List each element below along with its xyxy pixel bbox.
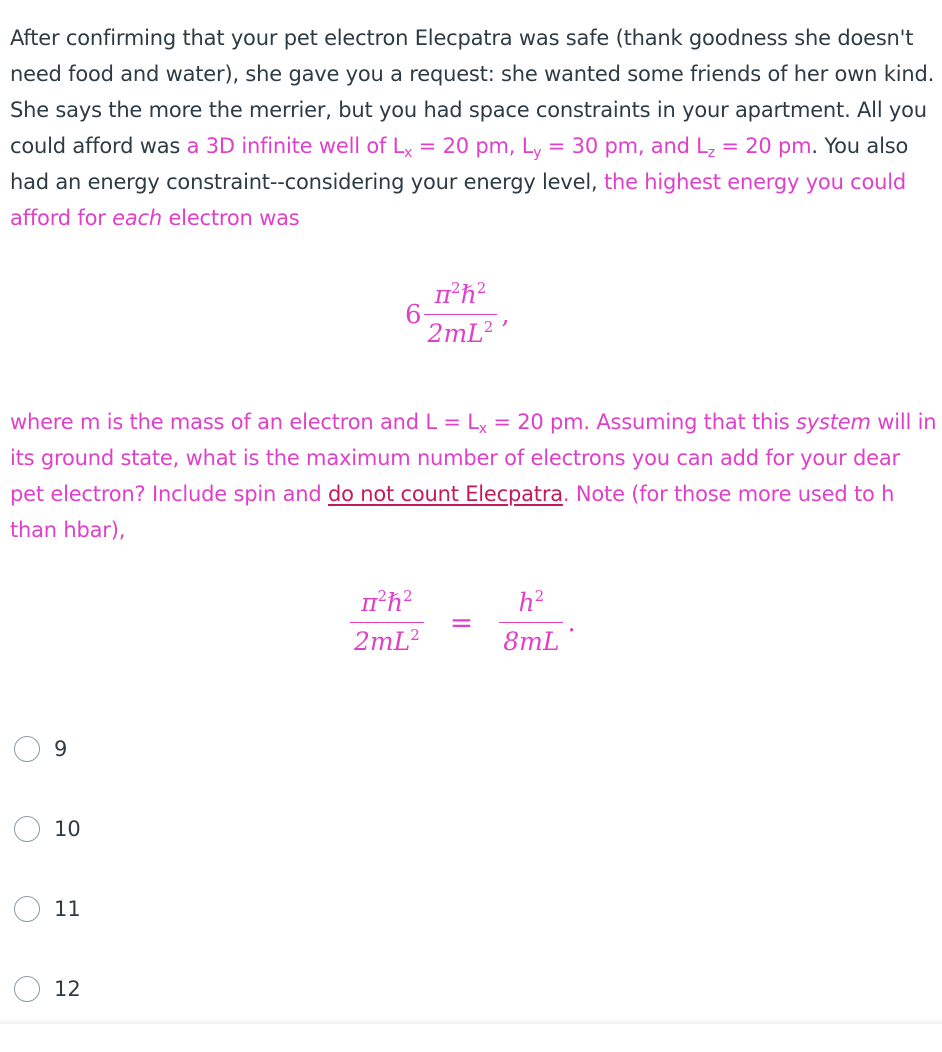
answer-option-12[interactable] [14, 972, 81, 1006]
answer-label: 9 [54, 737, 68, 761]
page-bottom-divider [0, 1018, 942, 1024]
question-text [10, 20, 938, 236]
energy-equation [405, 278, 605, 378]
do-not-count-link[interactable]: do not count Elecpatra [327, 482, 563, 506]
right-denominator: 8mL [503, 627, 560, 656]
fraction-bar [499, 622, 563, 623]
equation-comma: , [501, 299, 510, 330]
fraction-bar [350, 622, 424, 623]
answer-label: 10 [54, 817, 81, 841]
right-fraction [499, 586, 563, 659]
answer-options [14, 732, 81, 1052]
energy-fraction [424, 278, 498, 351]
question-paragraph-2: where m is the mass of an electron and $L = L_x = 20$ pm. Assuming that this system will in its ground state, what is the maximum number of electrons you can add for your dear pet electron? Include spin and do not count Elecpatra. Note (for those more used to h than hbar), [10, 410, 937, 542]
left-numerator: $\pi^2\hbar^2$ [361, 587, 413, 617]
answer-label: 11 [54, 897, 81, 921]
right-numerator: $h^2$ [518, 587, 545, 617]
radio-button[interactable] [14, 736, 40, 762]
intro-text: After confirming that your pet electron Elecpatra was safe (thank goodness she doesn't need food and water), she gave you a request: she wanted some friends of her own kind. She says the more the merrier, but you had space constraints in your apartment. All you could afford was [10, 26, 935, 158]
fraction-bar [424, 314, 498, 315]
left-fraction [350, 586, 424, 659]
hbar-conversion-equation [350, 586, 650, 686]
answer-option-9[interactable] [14, 732, 81, 766]
radio-button[interactable] [14, 976, 40, 1002]
equals-sign: = [449, 606, 474, 639]
answer-option-10[interactable] [14, 812, 81, 846]
answer-option-11[interactable] [14, 892, 81, 926]
equation-period: . [567, 607, 576, 638]
energy-numerator: $\pi^2\hbar^2$ [434, 279, 487, 309]
energy-coefficient: 6 [405, 299, 422, 330]
radio-button[interactable] [14, 896, 40, 922]
question-paragraph-1 [10, 20, 938, 236]
energy-constraint-text: . You also had an energy constraint--considering your energy level, [10, 134, 909, 194]
radio-button[interactable] [14, 816, 40, 842]
left-denominator: $2mL^2$ [354, 626, 420, 656]
answer-label: 12 [54, 977, 81, 1001]
energy-denominator: $2mL^2$ [427, 318, 494, 348]
highest-energy-text: the highest energy you could afford for each electron was [10, 170, 907, 230]
well-dimensions: a 3D infinite well of $L_x = 20$ pm, $L_y = 30$ pm, and $L_z = 20$ pm [186, 134, 812, 161]
